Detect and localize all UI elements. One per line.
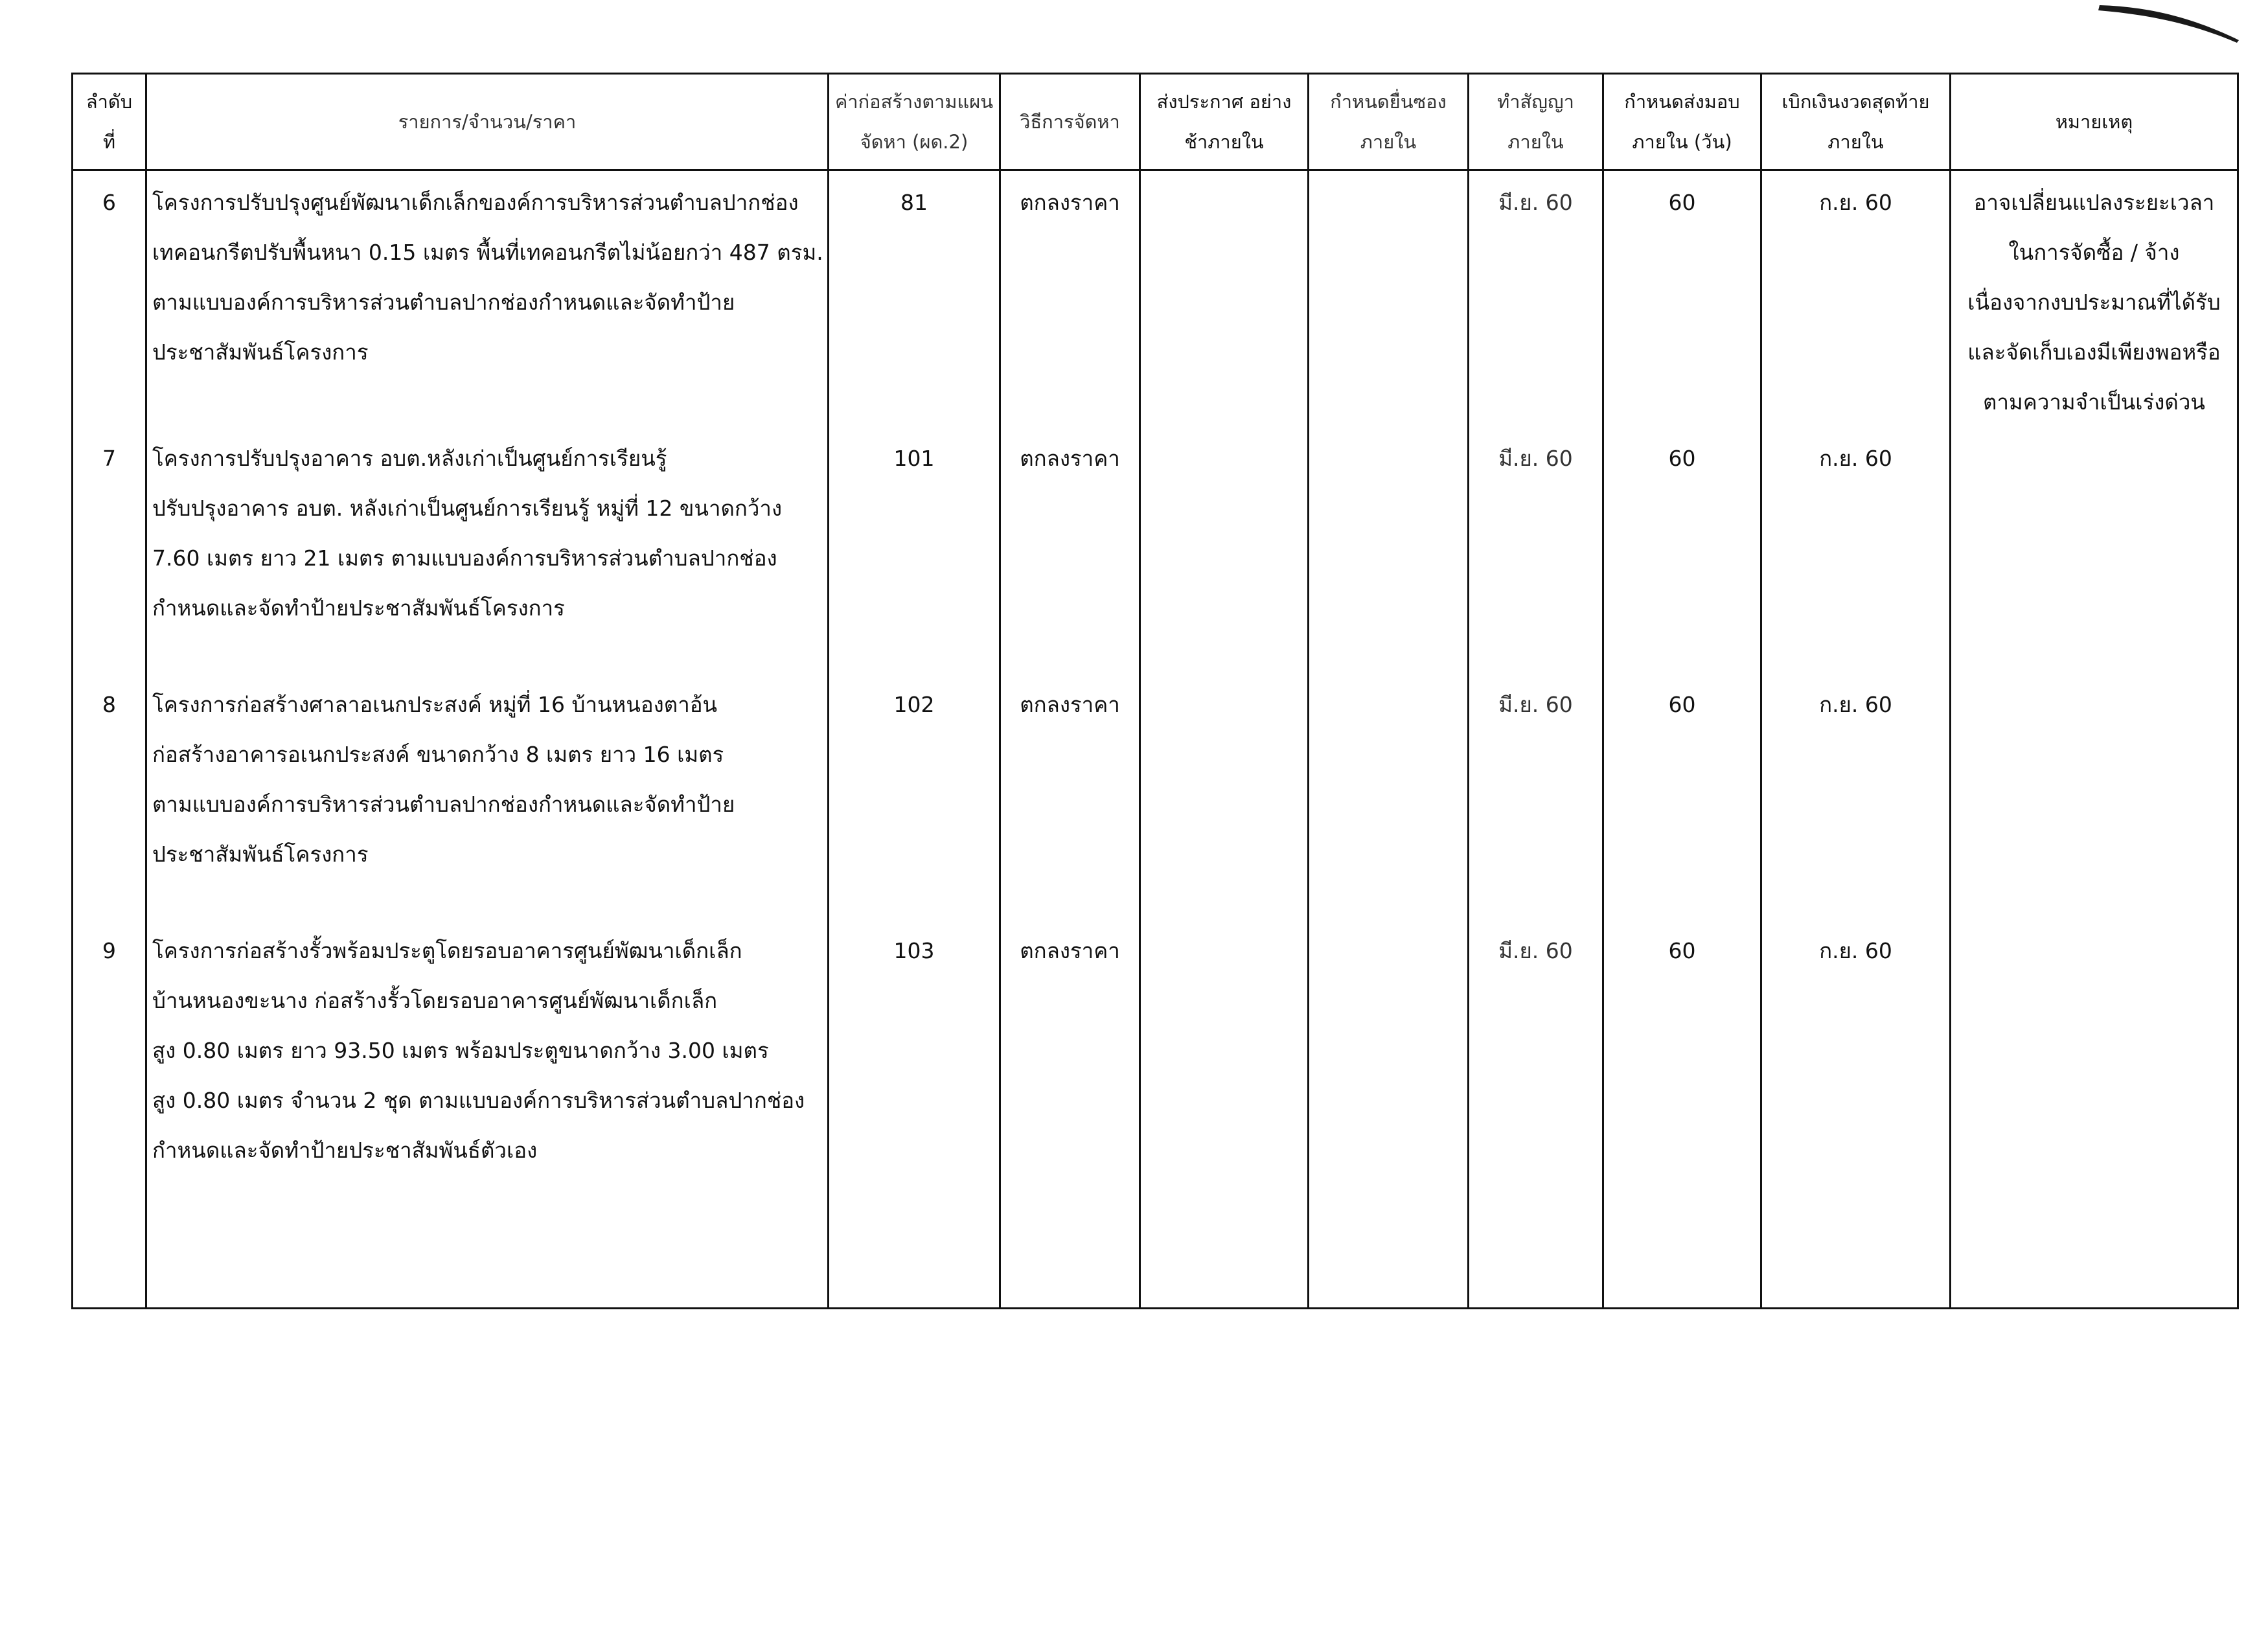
row-contract: มี.ย. 60 xyxy=(1469,673,1603,919)
description-line: ประชาสัมพันธ์โครงการ xyxy=(152,339,369,365)
row-method: ตกลงราคา xyxy=(1000,427,1140,673)
remark-line: ตามความจำเป็นเร่งด่วน xyxy=(1983,389,2205,415)
description-line: ตามแบบองค์การบริหารส่วนตำบลปากช่องกำหนดและจัดทำป้าย xyxy=(152,290,735,315)
row-cost: 101 xyxy=(829,427,1000,673)
row-remark xyxy=(1951,919,2238,1308)
row-no: 7 xyxy=(73,427,146,673)
remark-line: ในการจัดซื้อ / จ้าง xyxy=(2008,240,2180,265)
row-payment: ก.ย. 60 xyxy=(1761,170,1951,428)
row-announce xyxy=(1140,673,1309,919)
row-delivery: 60 xyxy=(1603,919,1761,1308)
table-row xyxy=(73,919,2238,1308)
procurement-plan-table xyxy=(71,73,2239,1309)
description-line: ปรับปรุงอาคาร อบต. หลังเก่าเป็นศูนย์การเรียนรู้ หมู่ที่ 12 ขนาดกว้าง xyxy=(152,496,783,521)
row-remark xyxy=(1951,427,2238,673)
row-payment: ก.ย. 60 xyxy=(1761,673,1951,919)
description-line: ประชาสัมพันธ์โครงการ xyxy=(152,842,369,867)
header-bid-submission: กำหนดยื่นซอง ภายใน xyxy=(1309,74,1469,170)
remark-line: เนื่องจากงบประมาณที่ได้รับ xyxy=(1967,290,2221,315)
row-no: 9 xyxy=(73,919,146,1308)
description-line: บ้านหนองขะนาง ก่อสร้างรั้วโดยรอบอาคารศูนย์พัฒนาเด็กเล็ก xyxy=(152,988,718,1013)
description-line: เทคอนกรีตปรับพื้นหนา 0.15 เมตร พื้นที่เทคอนกรีตไม่น้อยกว่า 487 ตรม. xyxy=(152,240,823,265)
description-line: ก่อสร้างอาคารอเนกประสงค์ ขนาดกว้าง 8 เมตร ยาว 16 เมตร xyxy=(152,742,724,767)
header-delivery-days: กำหนดส่งมอบ ภายใน (วัน) xyxy=(1603,74,1761,170)
row-contract: มี.ย. 60 xyxy=(1469,170,1603,428)
description-line: ตามแบบองค์การบริหารส่วนตำบลปากช่องกำหนดและจัดทำป้าย xyxy=(152,792,735,817)
description-line: 7.60 เมตร ยาว 21 เมตร ตามแบบองค์การบริหารส่วนตำบลปากช่อง xyxy=(152,545,777,571)
row-bid xyxy=(1309,170,1469,428)
remark-line: อาจเปลี่ยนแปลงระยะเวลา xyxy=(1973,190,2215,215)
description-line: กำหนดและจัดทำป้ายประชาสัมพันธ์โครงการ xyxy=(152,595,565,621)
header-description: รายการ/จำนวน/ราคา xyxy=(146,74,829,170)
row-contract: มี.ย. 60 xyxy=(1469,427,1603,673)
remark-line: และจัดเก็บเองมีเพียงพอหรือ xyxy=(1967,339,2221,365)
row-remark xyxy=(1951,673,2238,919)
description-line: สูง 0.80 เมตร ยาว 93.50 เมตร พร้อมประตูขนาดกว้าง 3.00 เมตร xyxy=(152,1038,769,1063)
row-payment: ก.ย. 60 xyxy=(1761,919,1951,1308)
header-method: วิธีการจัดหา xyxy=(1000,74,1140,170)
description-line: สูง 0.80 เมตร จำนวน 2 ชุด ตามแบบองค์การบริหารส่วนตำบลปากช่อง xyxy=(152,1088,805,1113)
row-announce xyxy=(1140,170,1309,428)
header-contract-by: ทำสัญญา ภายใน xyxy=(1469,74,1603,170)
table-row xyxy=(73,427,2238,673)
description-line: กำหนดและจัดทำป้ายประชาสัมพันธ์ตัวเอง xyxy=(152,1138,538,1163)
row-no: 6 xyxy=(73,170,146,428)
description-line: โครงการปรับปรุงอาคาร อบต.หลังเก่าเป็นศูนย์การเรียนรู้ xyxy=(152,446,667,471)
row-method: ตกลงราคา xyxy=(1000,673,1140,919)
row-description xyxy=(146,919,829,1308)
row-description xyxy=(146,427,829,673)
header-final-payment: เบิกเงินงวดสุดท้าย ภายใน xyxy=(1761,74,1951,170)
row-description xyxy=(146,673,829,919)
row-method: ตกลงราคา xyxy=(1000,170,1140,428)
header-no: ลำดับ ที่ xyxy=(73,74,146,170)
header-remark: หมายเหตุ xyxy=(1951,74,2238,170)
table-row xyxy=(73,170,2238,428)
table-header-row xyxy=(73,74,2238,170)
description-line: โครงการก่อสร้างศาลาอเนกประสงค์ หมู่ที่ 16 บ้านหนองตาอ้น xyxy=(152,692,718,717)
row-cost: 103 xyxy=(829,919,1000,1308)
header-planned-cost: ค่าก่อสร้างตามแผน จัดหา (ผด.2) xyxy=(829,74,1000,170)
description-line: โครงการก่อสร้างรั้วพร้อมประตูโดยรอบอาคารศูนย์พัฒนาเด็กเล็ก xyxy=(152,938,742,963)
row-method: ตกลงราคา xyxy=(1000,919,1140,1308)
row-bid xyxy=(1309,673,1469,919)
scan-artifact-mark xyxy=(2093,0,2242,45)
row-announce xyxy=(1140,427,1309,673)
row-announce xyxy=(1140,919,1309,1308)
table-row xyxy=(73,673,2238,919)
row-description xyxy=(146,170,829,428)
row-cost: 81 xyxy=(829,170,1000,428)
description-line: โครงการปรับปรุงศูนย์พัฒนาเด็กเล็กของค์การบริหารส่วนตำบลปากช่อง xyxy=(152,190,799,215)
row-bid xyxy=(1309,919,1469,1308)
header-announce-by: ส่งประกาศ อย่างช้าภายใน xyxy=(1140,74,1309,170)
row-delivery: 60 xyxy=(1603,673,1761,919)
row-no: 8 xyxy=(73,673,146,919)
row-cost: 102 xyxy=(829,673,1000,919)
row-remark xyxy=(1951,170,2238,428)
row-delivery: 60 xyxy=(1603,170,1761,428)
row-delivery: 60 xyxy=(1603,427,1761,673)
row-payment: ก.ย. 60 xyxy=(1761,427,1951,673)
row-bid xyxy=(1309,427,1469,673)
row-contract: มี.ย. 60 xyxy=(1469,919,1603,1308)
